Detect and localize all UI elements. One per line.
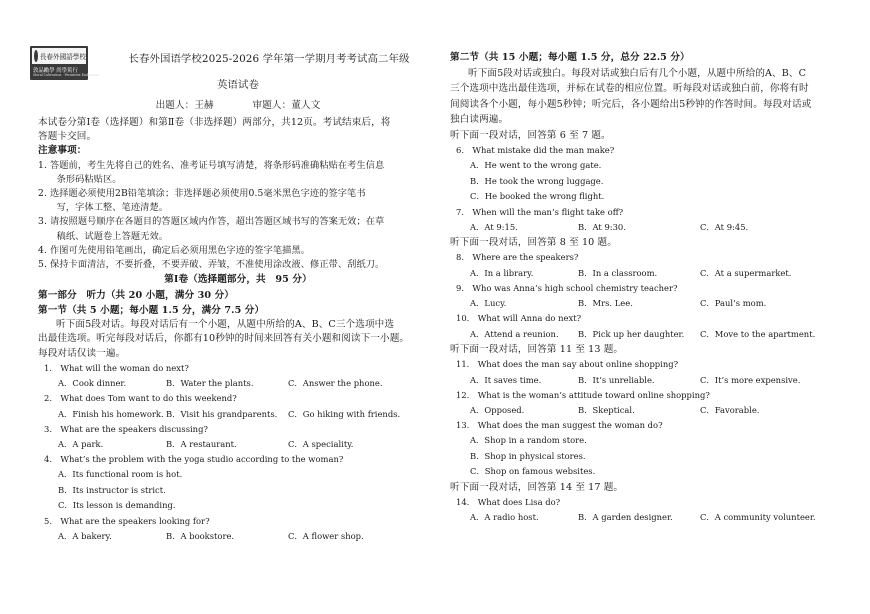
- option-b: B．In a classroom.: [578, 267, 658, 278]
- option-c: C．At a supermarket.: [700, 267, 792, 278]
- option-c: C．A speciality.: [288, 439, 354, 450]
- option-b: B．Pick up her daughter.: [578, 328, 685, 339]
- question-text: 8. Where are the speakers?: [456, 252, 579, 263]
- question-options: [450, 510, 838, 525]
- question-options: [450, 403, 838, 418]
- option-a: A．Opposed.: [470, 404, 525, 415]
- part-heading: 第一部分 听力（共 20 小题，满分 30 分）: [38, 290, 234, 302]
- option-c: C．At 9:45.: [700, 222, 749, 233]
- option-c: C．Its lesson is demanding.: [58, 500, 176, 511]
- intro-line-2: 答题卡交回。: [38, 131, 97, 143]
- dialogue-lead: 听下面一段对话，回答第 14 至 17 题。: [450, 481, 624, 493]
- question-options: [450, 327, 838, 342]
- question-text: 6. What mistake did the man make?: [456, 145, 615, 156]
- option-c: C．Answer the phone.: [288, 378, 383, 389]
- volume-heading: 第Ⅰ卷（选择题部分，共 95 分）: [164, 274, 312, 286]
- option-c: C．Shop on famous websites.: [470, 466, 596, 477]
- exam-title: 长春外国语学校2025-2026 学年第一学期月考考试高二年级: [128, 53, 410, 65]
- section-instruction: 每段对话仅读一遍。: [38, 347, 126, 359]
- question-options: [38, 407, 438, 422]
- question-text: 2. What does Tom want to do this weekend?: [44, 393, 237, 404]
- option-c: C．Move to the apartment.: [700, 328, 816, 339]
- option-c: C．He booked the wrong flight.: [470, 191, 605, 202]
- question-options: [450, 220, 838, 235]
- option-b: B．Visit his grandparents.: [166, 408, 278, 419]
- option-a: A．Shop in a random store.: [470, 435, 587, 446]
- left-column: [38, 44, 438, 544]
- question-options: [450, 266, 838, 281]
- option-a: A．It saves time.: [470, 374, 542, 385]
- section-instruction: 出最佳选项。听完每段对话后，你都有10秒钟的时间来回答有关小题和阅读下一小题。: [38, 333, 410, 345]
- question-text: 3. What are the speakers discussing?: [44, 423, 208, 434]
- section-instruction: 间阅读各个小题，每小题5秒钟；听完后，各小题给出5秒钟的作答时间。每段对话或: [450, 98, 812, 110]
- option-a: A．He went to the wrong gate.: [470, 160, 602, 171]
- option-b: B．At 9:30.: [578, 222, 626, 233]
- dialogue-lead: 听下面一段对话，回答第 8 至 10 题。: [450, 237, 617, 249]
- logo-subline: Moral Cultivation · Persistent Endeavour: [33, 73, 100, 77]
- section-instruction: 独白读两遍。: [450, 114, 509, 126]
- option-a: A．Its functional room is hot.: [58, 469, 183, 480]
- option-c: C．Paul’s mom.: [700, 298, 767, 309]
- option-b: B．It’s unreliable.: [578, 374, 655, 385]
- question-text: 11. What does the man say about online shopping?: [456, 359, 679, 370]
- exam-subject: 英语试卷: [217, 79, 259, 91]
- question-options: [38, 376, 438, 391]
- option-c: C．Go hiking with friends.: [288, 408, 401, 419]
- section-heading: 第二节（共 15 小题；每小题 1.5 分，总分 22.5 分）: [450, 52, 690, 63]
- right-column: [450, 44, 838, 525]
- notice-item: 条形码粘贴区。: [38, 173, 122, 185]
- option-b: B．Its instructor is strict.: [58, 484, 166, 495]
- dialogue-lead: 听下面一段对话，回答第 11 至 13 题。: [450, 343, 624, 355]
- question-options: [38, 529, 438, 544]
- question-text: 9. Who was Anna’s high school chemistry teacher?: [456, 282, 678, 293]
- question-text: 14. What does Lisa do?: [456, 496, 561, 507]
- option-a: A．A bakery.: [58, 531, 112, 542]
- section-heading: 第一节（共 5 小题；每小题 1.5 分，满分 7.5 分）: [38, 305, 265, 317]
- question-text: 12. What is the woman’s attitude toward online shopping?: [456, 389, 710, 400]
- notice-item: 5. 保持卡面清洁，不要折叠，不要弄破、弄皱，不准使用涂改液、修正带、刮纸刀。: [38, 259, 385, 271]
- option-b: B．A bookstore.: [166, 531, 235, 542]
- notice-item: 4. 作图可先使用铅笔画出，确定后必须用黑色字迹的签字笔描黑。: [38, 244, 311, 256]
- question-text: 10. What will Anna do next?: [456, 313, 582, 324]
- option-b: B．Shop in physical stores.: [470, 450, 586, 461]
- option-a: A．Cook dinner.: [58, 378, 127, 389]
- question-text: 13. What does the man suggest the woman do?: [456, 419, 663, 430]
- option-a: A．Attend a reunion.: [470, 328, 559, 339]
- section-instruction: 听下面5段对话或独白。每段对话或独白后有几个小题，从题中所给的A、B、C: [468, 68, 807, 79]
- option-c: C．A community volunteer.: [700, 512, 816, 523]
- option-b: B．He took the wrong luggage.: [470, 175, 604, 186]
- question-options: [38, 437, 438, 452]
- notice-title: 注意事项：: [38, 145, 87, 157]
- exam-authors: 出题人：王赫 审题人：董人文: [155, 100, 321, 111]
- option-b: B．Water the plants.: [166, 378, 254, 389]
- dialogue-lead: 听下面一段对话，回答第 6 至 7 题。: [450, 129, 611, 141]
- logo-script-text: 長春外國語學校: [39, 53, 86, 61]
- question-options: [450, 296, 838, 311]
- notice-item: 稿纸、试题卷上答题无效。: [38, 230, 169, 242]
- notice-item: 3. 请按照题号顺序在各题目的答题区域内作答，超出答题区域书写的答案无效；在草: [38, 216, 385, 228]
- question-text: 5. What are the speakers looking for?: [44, 515, 210, 526]
- option-b: B．Mrs. Lee.: [578, 298, 633, 309]
- option-b: B．Skeptical.: [578, 404, 635, 415]
- option-c: C．It’s more expensive.: [700, 374, 801, 385]
- option-b: B．A garden designer.: [578, 512, 673, 523]
- option-a: A．In a library.: [470, 267, 534, 278]
- option-a: A．Finish his homework.: [58, 408, 164, 419]
- question-options: [450, 373, 838, 388]
- intro-line-1: 本试卷分第Ⅰ卷（选择题）和第Ⅱ卷（非选择题）两部分，共12页。考试结束后，将: [38, 117, 391, 128]
- option-c: C．A flower shop.: [288, 531, 364, 542]
- option-a: A．A park.: [58, 439, 104, 450]
- section-instruction: 听下面5段对话。每段对话后有一个小题，从题中所给的A、B、C三个选项中选: [56, 319, 395, 331]
- option-a: A．At 9:15.: [470, 222, 518, 233]
- notice-item: 写，字体工整、笔迹清楚。: [38, 202, 169, 214]
- option-c: C．Favorable.: [700, 404, 760, 415]
- question-text: 7. When will the man’s flight take off?: [456, 206, 624, 217]
- section-instruction: 三个选项中选出最佳选项，并标在试卷的相应位置。听每段对话或独白前，你将有时: [450, 83, 809, 95]
- option-a: A．Lucy.: [470, 298, 507, 309]
- notice-item: 1. 答题前，考生先将自己的姓名、准考证号填写清楚，将条形码准确粘贴在考生信息: [38, 159, 385, 171]
- option-b: B．A restaurant.: [166, 439, 237, 450]
- question-text: 4. What’s the problem with the yoga studio according to the woman?: [44, 454, 344, 465]
- option-a: A．A radio host.: [470, 512, 539, 523]
- logo-tagline: 敦品勵學 尚學篤行: [33, 68, 78, 74]
- question-text: 1. What will the woman do next?: [44, 362, 189, 373]
- notice-item: 2. 选择题必须使用2B铅笔填涂；非选择题必须使用0.5毫米黑色字迹的签字笔书: [38, 188, 366, 200]
